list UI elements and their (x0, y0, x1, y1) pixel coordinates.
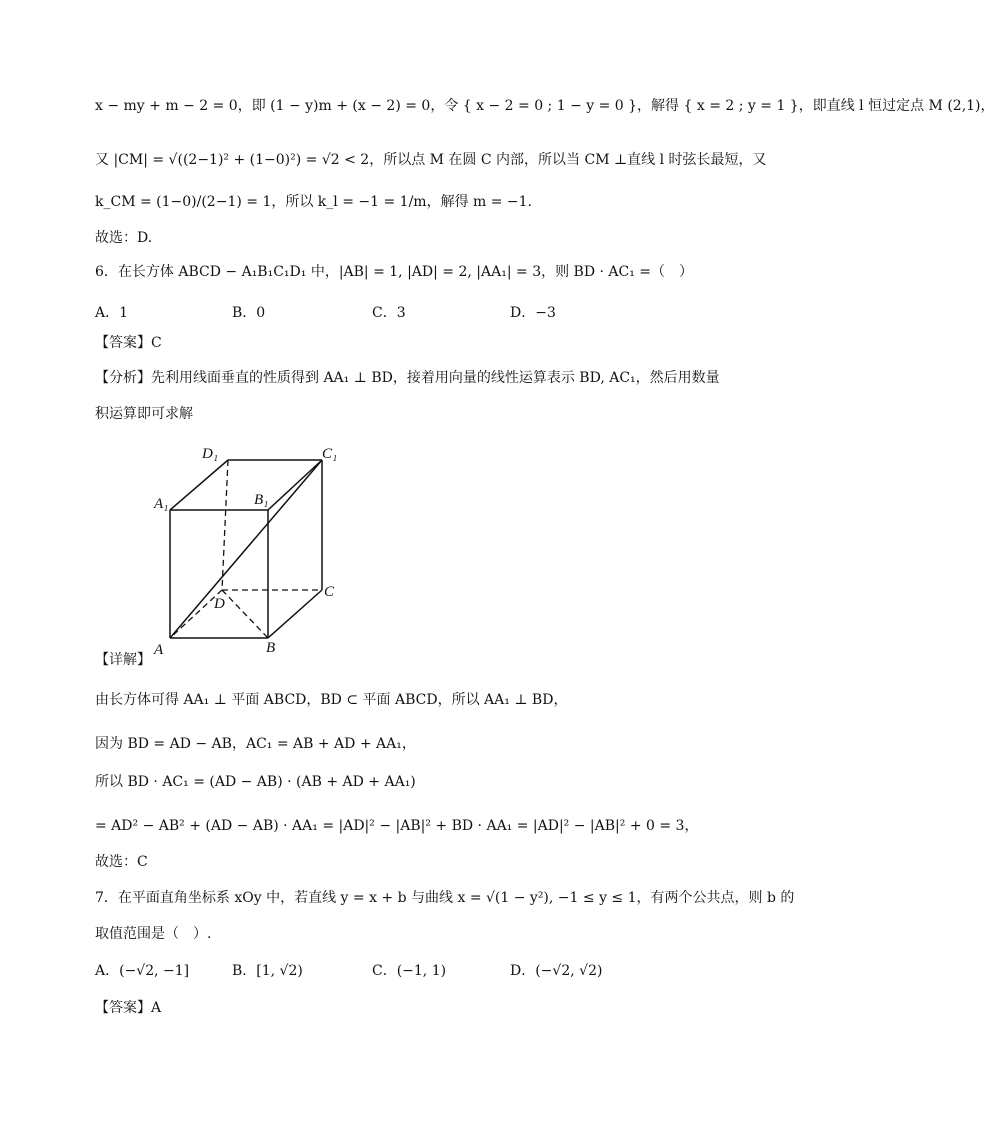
label-C: C (324, 584, 335, 600)
detail-line-3: 所以 BD · AC₁ = (AD − AB) · (AB + AD + AA₁) (95, 774, 416, 790)
detail-line-5: 故选：C (95, 854, 148, 870)
option-6-c: C．3 (372, 305, 406, 321)
answer-7: 【答案】A (95, 1000, 162, 1016)
text-line-1: x − my + m − 2 = 0，即 (1 − y)m + (x − 2) = 0，令 { x − 2 = 0 ; 1 − y = 0 }，解得 { x = 2 ; y = 1 }，即直线 l 恒过定点 M (2,1)， (95, 98, 995, 114)
detail-heading: 【详解】 (95, 652, 151, 668)
text-line-2: 又 |CM| = √((2−1)² + (1−0)²) = √2 < 2，所以点 M 在圆 C 内部，所以当 CM ⊥直线 l 时弦长最短，又 (95, 152, 767, 168)
label-A1: A₁ (154, 496, 169, 512)
detail-line-2: 因为 BD = AD − AB，AC₁ = AB + AD + AA₁， (95, 736, 416, 752)
option-7-a: A．(−√2, −1] (95, 963, 190, 979)
detail-line-1: 由长方体可得 AA₁ ⊥ 平面 ABCD，BD ⊂ 平面 ABCD，所以 AA₁ ⊥ BD， (95, 692, 568, 708)
question-7-line-1: 7．在平面直角坐标系 xOy 中，若直线 y = x + b 与曲线 x = √(1 − y²), −1 ≤ y ≤ 1，有两个公共点，则 b 的 (95, 890, 795, 906)
option-7-b: B．[1, √2) (232, 963, 303, 979)
text-line-4: 故选：D. (95, 230, 153, 246)
analysis-6-line-2: 积运算即可求解 (95, 406, 193, 422)
option-7-d: D．(−√2, √2) (510, 963, 603, 979)
option-6-a: A．1 (95, 305, 129, 321)
question-6: 6．在长方体 ABCD − A₁B₁C₁D₁ 中，|AB| = 1, |AD| = 2, |AA₁| = 3，则 BD · AC₁ =（ ） (95, 264, 694, 280)
detail-line-4: = AD² − AB² + (AD − AB) · AA₁ = |AD|² − |AB|² + BD · AA₁ = |AD|² − |AB|² + 0 = 3， (95, 818, 699, 834)
label-C1: C₁ (322, 446, 338, 462)
label-D1: D₁ (202, 446, 219, 462)
label-B1: B₁ (254, 492, 269, 508)
text-line-3: k_CM = (1−0)/(2−1) = 1，所以 k_l = −1 = 1/m，解得 m = −1. (95, 194, 533, 210)
question-7-line-2: 取值范围是（ ）. (95, 926, 212, 942)
option-6-b: B．0 (232, 305, 266, 321)
answer-6: 【答案】C (95, 335, 162, 351)
analysis-6-line-1: 【分析】先利用线面垂直的性质得到 AA₁ ⊥ BD，接着用向量的线性运算表示 BD, AC₁，然后用数量 (95, 370, 720, 386)
cuboid-figure (150, 440, 370, 670)
label-A: A (154, 642, 164, 658)
option-6-d: D．−3 (510, 305, 556, 321)
option-7-c: C．(−1, 1) (372, 963, 447, 979)
label-B: B (266, 640, 276, 656)
label-D: D (214, 596, 225, 612)
